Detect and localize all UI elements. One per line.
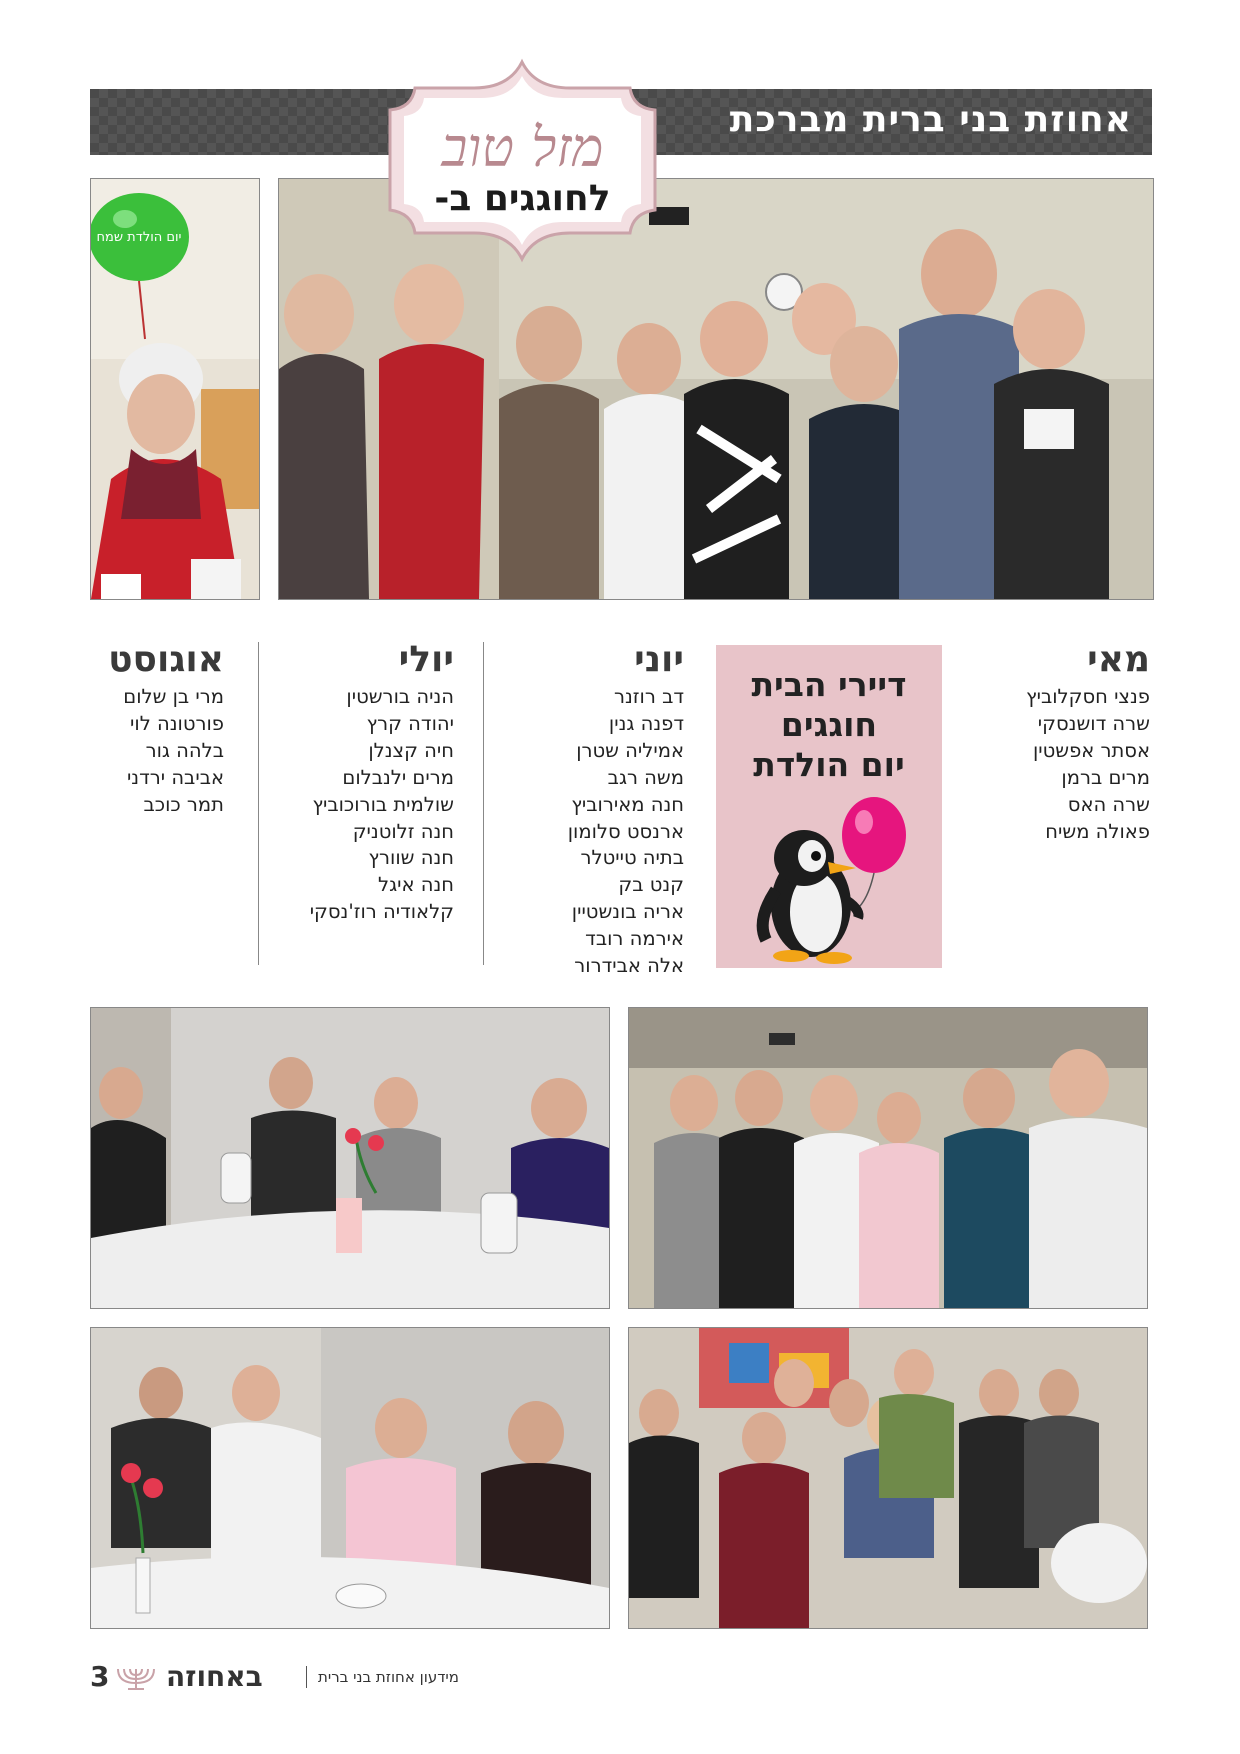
- list-item: ארנסט סלומון: [567, 819, 684, 843]
- list-item: מרי בן שלום: [123, 685, 224, 708]
- birthday-box-line: חוגגים: [780, 705, 878, 744]
- footer-divider: [306, 1666, 307, 1688]
- list-item: מרים ברמן: [1061, 765, 1150, 789]
- list-item: אריה בונשטיין: [571, 900, 684, 924]
- list-item: פנצי חסקלוביץ: [1026, 685, 1150, 708]
- month-column-august: [94, 640, 224, 819]
- list-item: אביבה ירדני: [126, 765, 224, 789]
- list-item: פאולה משיח: [1045, 819, 1150, 843]
- photo-table-group: [90, 1007, 610, 1309]
- birthday-box: [716, 645, 942, 968]
- badge-subtitle: לחוגגים ב-: [434, 178, 611, 219]
- list-item: חנה שוורץ: [368, 846, 454, 870]
- list-item: דפנה גנין: [608, 711, 684, 735]
- list-item: קלאודיה רוז'נסקי: [309, 900, 454, 924]
- column-divider: [483, 642, 484, 965]
- list-item: אלה אבידרור: [574, 954, 684, 978]
- column-divider: [258, 642, 259, 965]
- list-item: קנט בק: [618, 873, 684, 897]
- list-item: חנה איגל: [377, 873, 454, 897]
- list-item: פורטונה לוי: [130, 711, 224, 735]
- footer-subtitle: מידעון אחוזת בני ברית: [318, 1668, 459, 1686]
- list-item: בתיה טייטלר: [580, 846, 684, 870]
- list-item: שולמית בורוכוביץ: [312, 792, 454, 816]
- list-item: מרים ילנבלום: [342, 765, 454, 789]
- list-item: חיה קצנלן: [368, 738, 454, 762]
- month-title: יוני: [634, 639, 684, 680]
- month-column-july: [254, 640, 454, 926]
- list-item: אירמה רובד: [585, 927, 684, 951]
- list-item: שרה האס: [1067, 792, 1150, 816]
- month-column-june: [484, 640, 684, 980]
- list-item: הניה בורשטין: [346, 685, 454, 708]
- photo-tea-table: [90, 1327, 610, 1629]
- balloon-text: יום הולדת שמח: [96, 230, 182, 245]
- list-item: משה רגב: [607, 765, 684, 789]
- photo-woman-balloon: [90, 178, 260, 600]
- month-column-may: [950, 640, 1150, 845]
- magazine-name: באחוזה: [166, 1660, 263, 1693]
- list-item: יהודה קרץ: [366, 711, 454, 735]
- list-item: אמיליה שטרן: [576, 738, 684, 762]
- photo-standing-group: [628, 1007, 1148, 1309]
- penguin-balloon-illustration: [746, 790, 916, 965]
- header-title: אחוזת בני ברית מברכת: [729, 99, 1132, 140]
- list-item: אסתר אפשטין: [1032, 738, 1150, 762]
- birthday-box-line: יום הולדת: [753, 745, 905, 784]
- page-number: 3: [90, 1660, 110, 1693]
- badge-script-text: מזל טוב: [441, 116, 604, 179]
- list-item: דב רוזנר: [613, 685, 684, 708]
- birthday-box-title: [716, 665, 942, 785]
- month-title: מאי: [1087, 639, 1150, 680]
- month-title: יולי: [398, 639, 454, 680]
- footer: [90, 1660, 490, 1696]
- birthday-box-line: דיירי הבית: [751, 665, 907, 704]
- list-item: תמר כוכב: [143, 792, 224, 816]
- list-item: חנה מאירוביץ: [571, 792, 684, 816]
- photo-party-group: [628, 1327, 1148, 1629]
- list-item: בלהה גור: [145, 738, 224, 762]
- list-item: שרה דושנסקי: [1037, 711, 1150, 735]
- list-item: חנה זלוטניק: [352, 819, 454, 843]
- menorah-icon: [114, 1665, 158, 1695]
- month-title: אוגוסט: [108, 639, 224, 680]
- mazal-tov-badge: [385, 58, 660, 263]
